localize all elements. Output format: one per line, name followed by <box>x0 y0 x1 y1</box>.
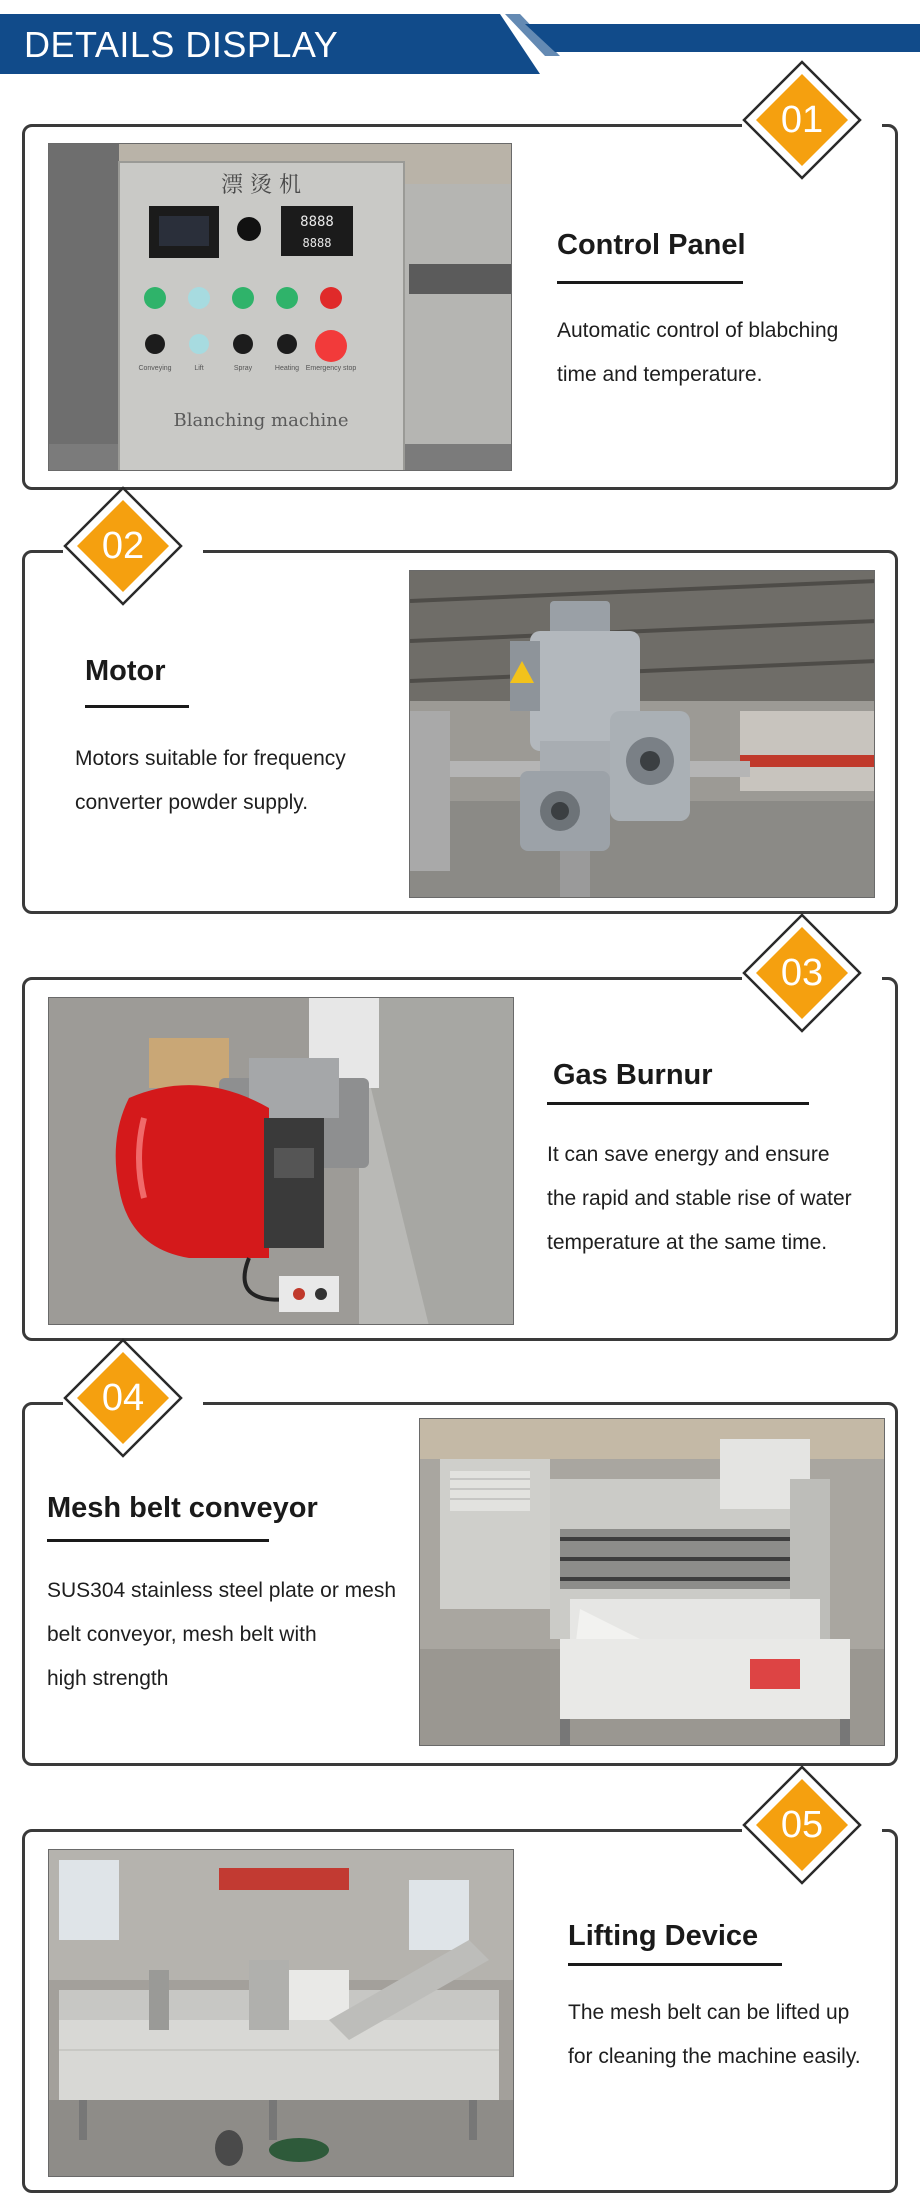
svg-text:Conveying: Conveying <box>138 365 172 372</box>
svg-text:Blanching machine: Blanching machine <box>173 410 349 431</box>
section-motor <box>22 525 898 914</box>
title-underline <box>85 705 189 708</box>
gas-burner-photo <box>48 997 514 1325</box>
motor-photo <box>409 570 875 898</box>
number-badge-01 <box>742 60 862 180</box>
badge-number: 04 <box>101 1377 145 1419</box>
control-panel-photo <box>48 143 512 471</box>
title-underline <box>568 1963 782 1966</box>
title-underline <box>547 1102 809 1105</box>
number-badge-02 <box>63 486 183 606</box>
section-title: Lifting Device <box>568 1920 759 1952</box>
title-underline <box>47 1539 269 1542</box>
page-title: DETAILS DISPLAY <box>24 24 339 65</box>
svg-text:Emergency stop: Emergency stop <box>305 365 357 372</box>
svg-text:漂 烫 机: 漂 烫 机 <box>221 173 301 198</box>
section-mesh-belt-conveyor <box>22 1377 898 1766</box>
section-description: Automatic control of blabching time and temperature. <box>557 319 839 386</box>
section-title: Control Panel <box>557 229 746 261</box>
svg-text:Heating: Heating <box>274 365 300 372</box>
badge-number: 05 <box>780 1804 824 1846</box>
badge-number: 02 <box>101 525 145 567</box>
section-title: Motor <box>85 655 166 687</box>
mesh-belt-conveyor-photo <box>419 1418 885 1746</box>
svg-text:8888: 8888 <box>300 214 334 230</box>
number-badge-05 <box>742 1765 862 1885</box>
number-badge-03 <box>742 913 862 1033</box>
section-description: The mesh belt can be lifted up for cleaning the machine easily. <box>568 2001 861 2068</box>
badge-number: 03 <box>780 952 824 994</box>
lifting-device-photo <box>48 1849 514 2177</box>
badge-number: 01 <box>780 99 824 141</box>
svg-text:8888: 8888 <box>302 236 332 250</box>
section-description: SUS304 stainless steel plate or mesh belt conveyor, mesh belt with high strength <box>47 1579 397 1690</box>
section-gas-burner <box>22 952 898 1341</box>
number-badge-04 <box>63 1338 183 1458</box>
section-description: Motors suitable for frequency converter powder supply. <box>75 747 346 814</box>
section-title: Mesh belt conveyor <box>47 1492 318 1524</box>
title-underline <box>557 281 743 284</box>
section-lifting-device <box>22 1804 898 2193</box>
section-title: Gas Burnur <box>553 1059 713 1091</box>
section-control-panel <box>22 99 898 490</box>
svg-text:Spray: Spray <box>233 365 253 372</box>
svg-text:Lift: Lift <box>194 365 204 372</box>
section-description: It can save energy and ensure the rapid and stable rise of water temperature at the same time. <box>547 1143 852 1254</box>
